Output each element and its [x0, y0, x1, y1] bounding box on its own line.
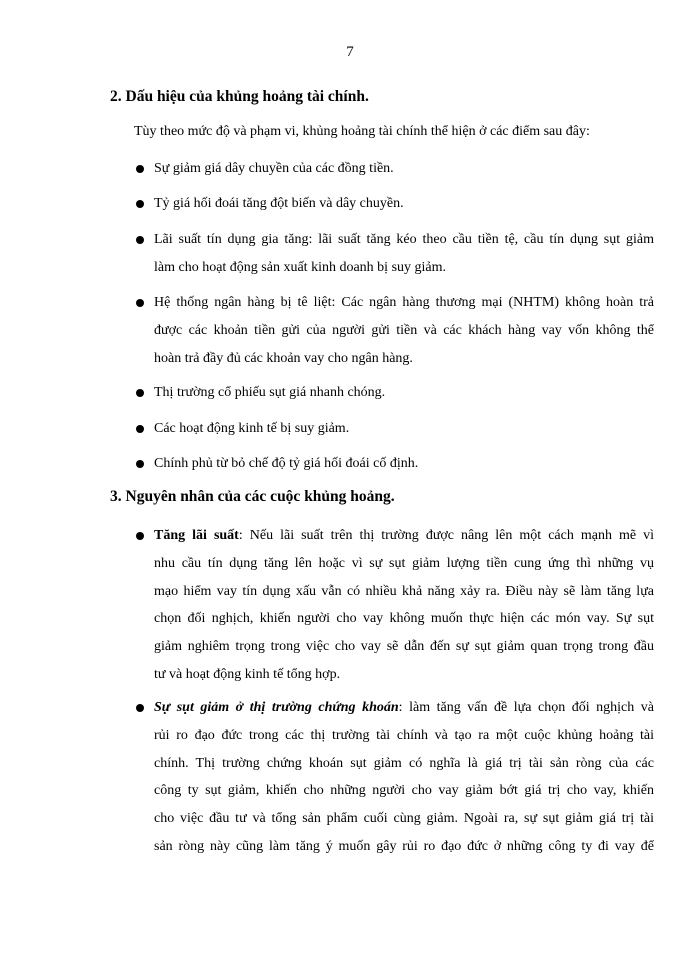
- list-item: Tăng lãi suất: Nếu lãi suất trên thị trường được nâng lên một cách mạnh mẽ vì nhu cầu tín dụng tăng lên hoặc vì sự sụt giảm lượng tiền cung ứng thì những vụ mạo hiểm vay tín dụng xấu vẫn có nhiều khả năng xảy ra. Điều này sẽ làm tăng lựa chọn đối nghịch, khiến người cho vay không muốn thực hiện các món vay. Sự sụt giảm nghiêm trọng trong việc cho vay sẽ dẫn đến sự sụt giảm quan trọng trong đầu tư và hoạt động kinh tế tổng hợp.: [154, 528, 654, 682]
- section-2-heading: 2. Dấu hiệu của khủng hoảng tài chính.: [110, 88, 369, 105]
- term-bold: Tăng lãi suất: [154, 528, 239, 543]
- bullet-icon: [136, 425, 144, 433]
- bullet-icon: [136, 236, 144, 244]
- page-number: 7: [346, 44, 354, 60]
- list-item: Lãi suất tín dụng gia tăng: lãi suất tăng kéo theo cầu tiền tệ, cầu tín dụng sụt giảm làm cho hoạt động sản xuất kinh doanh bị suy giảm.: [154, 232, 654, 275]
- bullet-icon: [136, 299, 144, 307]
- list-item: Thị trường cổ phiếu sụt giá nhanh chóng.: [154, 385, 386, 400]
- list-item: Sự giảm giá dây chuyền của các đồng tiền.: [154, 161, 394, 176]
- bullet-icon: [136, 389, 144, 397]
- list-item: Hệ thống ngân hàng bị tê liệt: Các ngân hàng thương mại (NHTM) không hoàn trả được các khoản tiền gửi của người gửi tiền và các khách hàng vay vốn không thể hoàn trả đầy đủ các khoản vay cho ngân hàng.: [154, 295, 654, 366]
- section-2-intro: Tùy theo mức độ và phạm vi, khủng hoảng tài chính thể hiện ở các điểm sau đây:: [134, 124, 590, 139]
- bullet-icon: [136, 704, 144, 712]
- list-item: Sự sụt giảm ở thị trường chứng khoán: làm tăng vấn đề lựa chọn đối nghịch và rủi ro đạo đức trong các thị trường tài chính và tạo ra một cuộc khủng hoảng tài chính. Thị trường chứng khoán sụt giảm có nghĩa là giá trị tài sản ròng của các công ty sụt giảm, khiến cho những người cho vay giảm bớt giá trị cho vay, khiến cho việc đầu tư và tổng sản phẩm cuối cùng giảm. Ngoài ra, sự sụt giảm giá trị tài sản ròng này cũng làm tăng ý muốn gây rủi ro đạo đức ở những công ty đi vay để: [154, 700, 654, 854]
- term-bold-italic: Sự sụt giảm ở thị trường chứng khoán: [154, 700, 399, 715]
- bullet-icon: [136, 460, 144, 468]
- list-item: Các hoạt động kinh tế bị suy giảm.: [154, 421, 350, 436]
- bullet-icon: [136, 532, 144, 540]
- list-item: Chính phủ từ bỏ chế độ tỷ giá hối đoái cố định.: [154, 456, 419, 471]
- section-3-heading: 3. Nguyên nhân của các cuộc khủng hoảng.: [110, 488, 395, 505]
- list-item: Tỷ giá hối đoái tăng đột biến và dây chuyền.: [154, 196, 404, 211]
- bullet-icon: [136, 200, 144, 208]
- bullet-icon: [136, 165, 144, 173]
